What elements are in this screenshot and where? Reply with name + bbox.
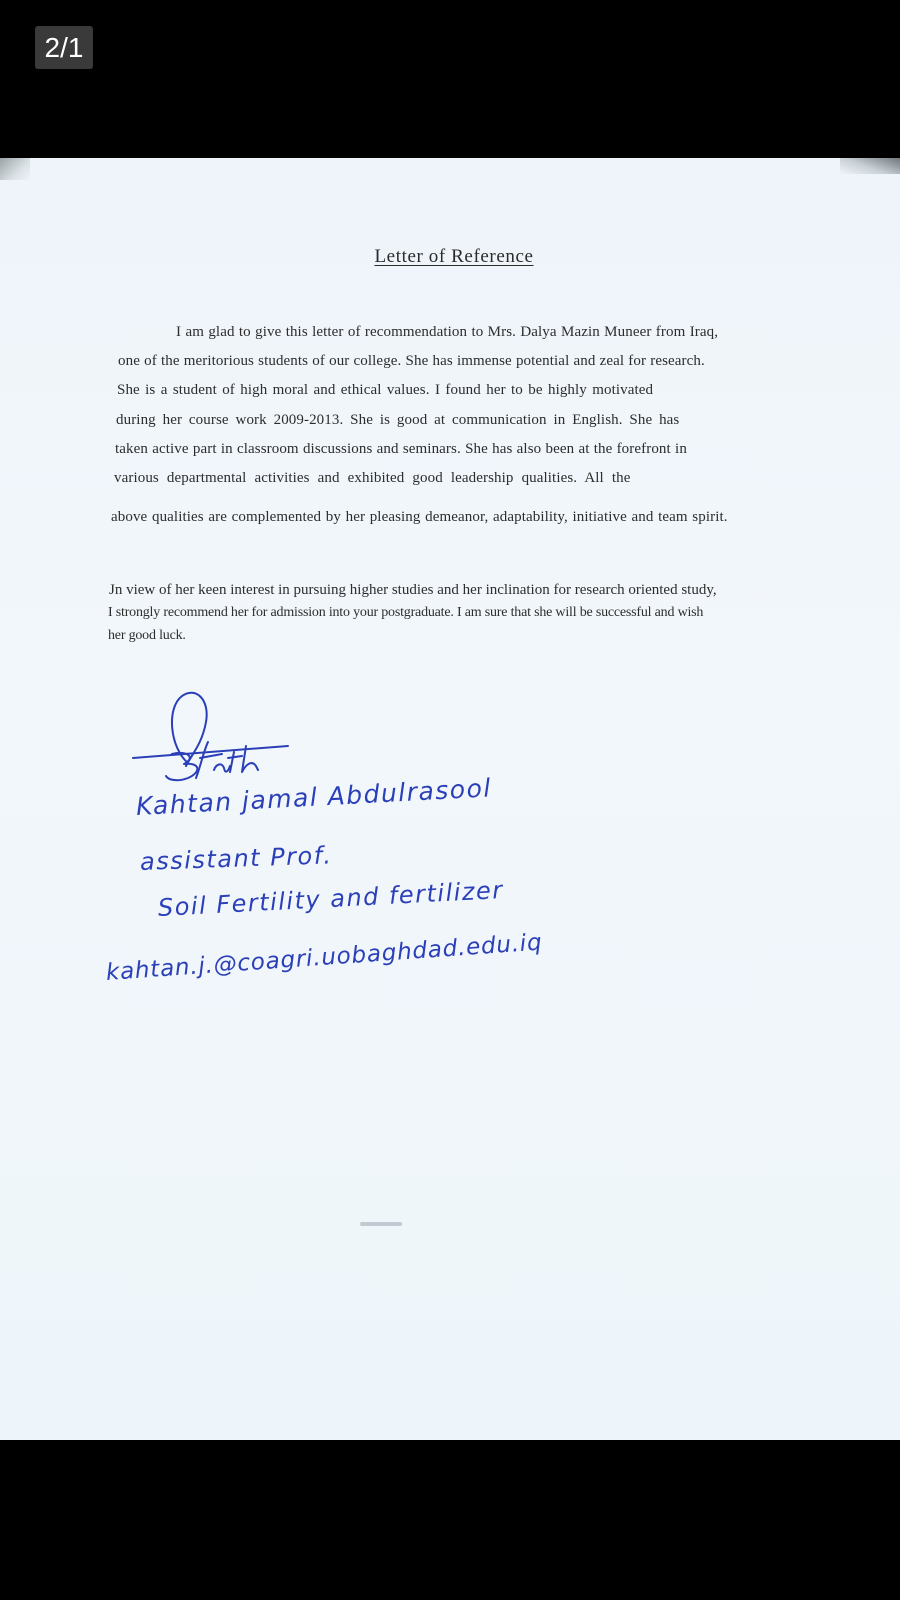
handwritten-name: Kahtan jamal Abdulrasool [135,773,493,821]
handwritten-email: kahtan.j.@coagri.uobaghdad.edu.iq [105,929,544,986]
page-counter-badge[interactable]: 2/1 [35,26,93,69]
paragraph-2-line: I strongly recommend her for admission into your postgraduate. I am sure that she will be successful and wish [108,605,704,620]
paragraph-2-line: Jn view of her keen interest in pursuing higher studies and her inclination for research oriented study, [109,582,717,598]
paragraph-1-line: various departmental activities and exhibited good leadership qualities. All the [114,470,631,486]
paragraph-1-line: during her course work 2009-2013. She is good at communication in English. She has [116,412,680,428]
letter-title: Letter of Reference [374,246,534,267]
paragraph-1-line: taken active part in classroom discussions and seminars. She has also been at the forefront in [115,441,687,457]
page-corner-shadow-left [0,158,30,180]
handwritten-department: Soil Fertility and fertilizer [157,875,505,922]
paragraph-2-line: her good luck. [108,628,186,643]
ink-smudge [360,1222,402,1226]
paragraph-1-line: I am glad to give this letter of recommendation to Mrs. Dalya Mazin Muneer from Iraq, [176,324,719,340]
handwritten-position: assistant Prof. [139,841,333,876]
paragraph-1-line: one of the meritorious students of our college. She has immense potential and zeal for research. [118,353,705,369]
letter-page [0,158,900,1440]
paragraph-1-line: She is a student of high moral and ethical values. I found her to be highly motivated [117,382,654,398]
paragraph-1-line: above qualities are complemented by her pleasing demeanor, adaptability, initiative and team spirit. [111,509,728,525]
page-corner-shadow-right [840,158,900,174]
